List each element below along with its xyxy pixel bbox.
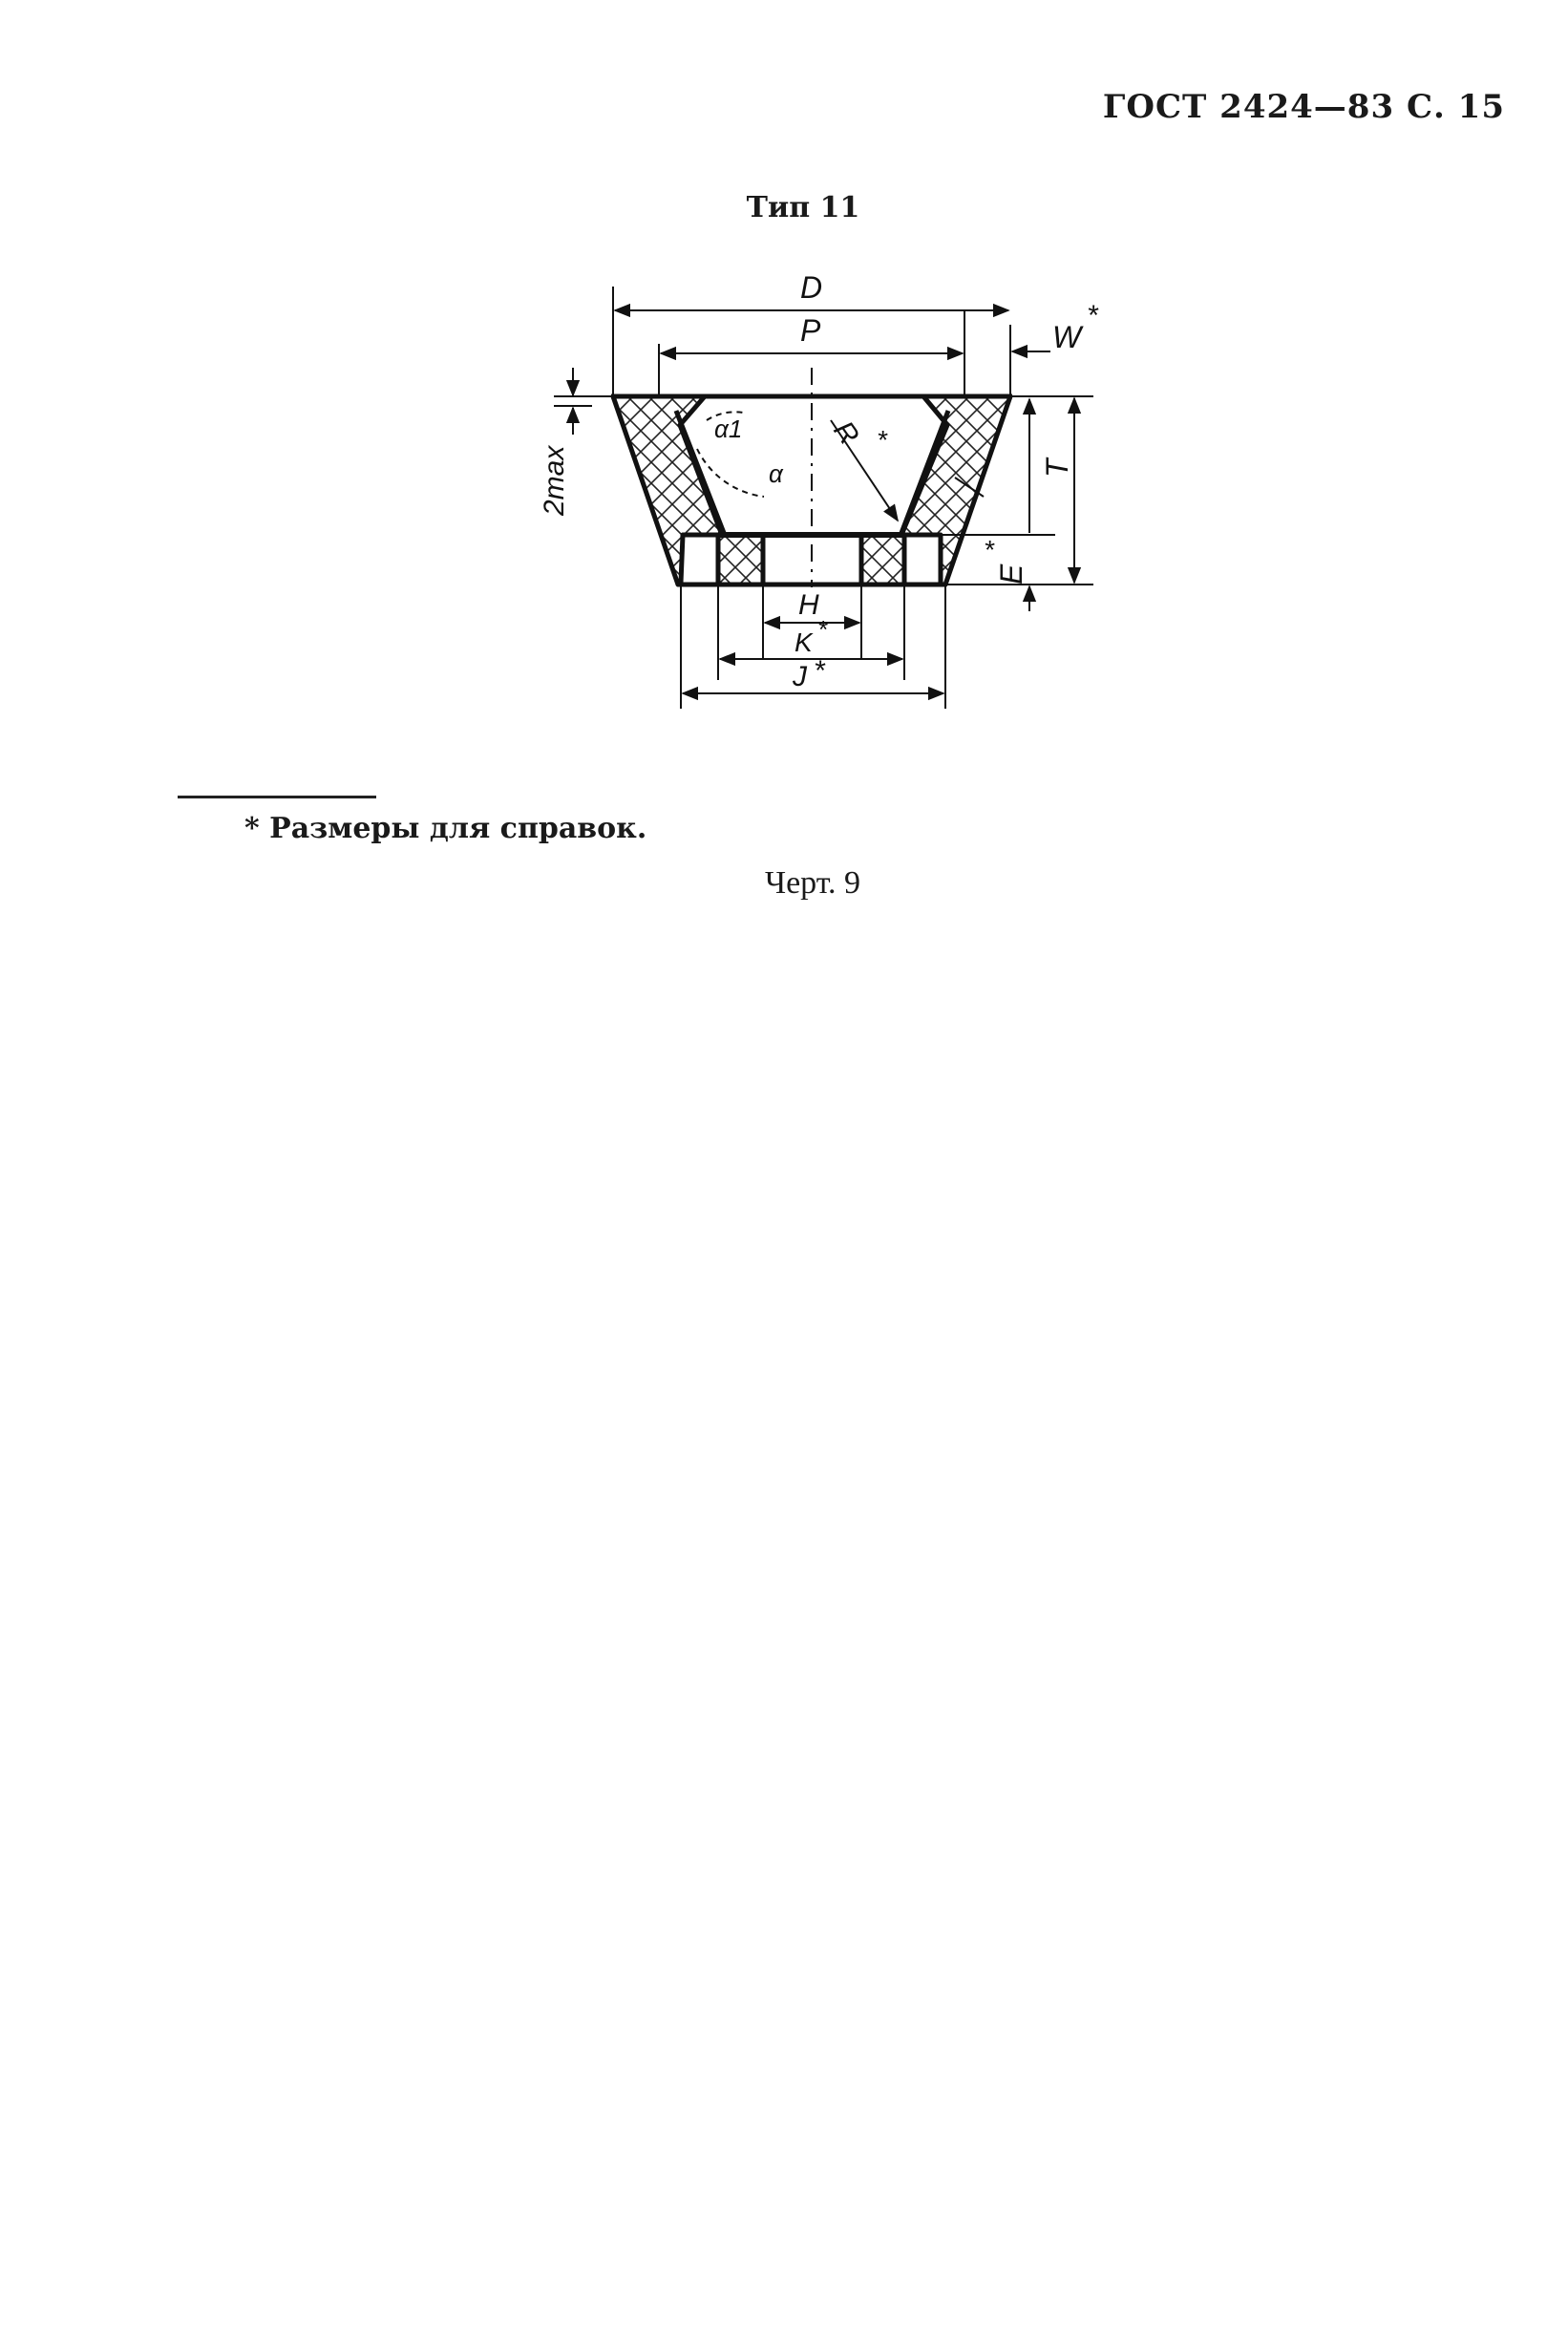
page-header: ГОСТ 2424—83 С. 15 <box>1102 88 1505 126</box>
label-t: T <box>1040 458 1074 478</box>
label-d: D <box>800 270 823 305</box>
base-right-section <box>861 535 904 585</box>
label-k-star: * <box>817 615 828 644</box>
label-h: H <box>798 589 819 621</box>
label-j: J <box>793 661 807 692</box>
label-e: E <box>994 563 1028 585</box>
label-w-star: * <box>1087 300 1098 331</box>
label-alpha: α <box>769 459 783 488</box>
label-j-star: * <box>814 655 825 687</box>
figure-caption: Черт. 9 <box>764 865 861 901</box>
footnote-rule <box>178 796 376 798</box>
label-r-star: * <box>877 425 887 455</box>
label-k: K <box>795 627 813 657</box>
label-p: P <box>800 313 821 348</box>
label-alpha1: α1 <box>714 415 743 443</box>
base-left-section <box>718 535 763 585</box>
wheel-drawing <box>0 0 1568 783</box>
footnote: * Размеры для справок. <box>244 812 647 845</box>
label-e-star: * <box>984 535 994 564</box>
label-2max: 2max <box>539 445 570 516</box>
label-w: W <box>1052 320 1082 354</box>
label-r: R <box>827 415 865 451</box>
type-title: Тип 11 <box>746 191 860 224</box>
